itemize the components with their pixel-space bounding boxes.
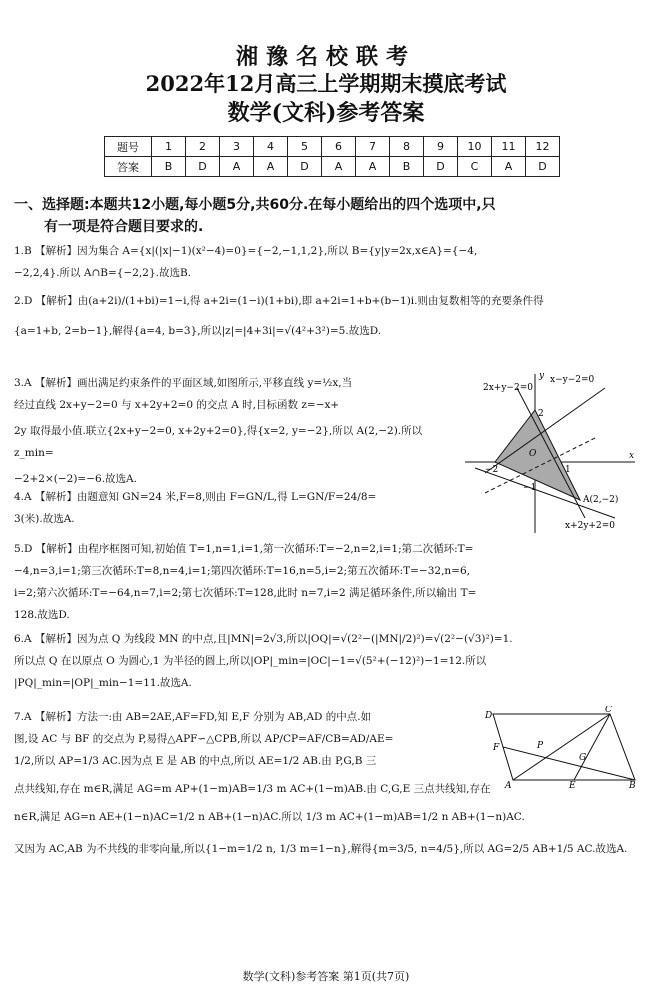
table-cell: A [322,157,356,177]
section-heading-line-1: 一、选择题:本题共12小题,每小题5分,共60分.在每小题给出的四个选项中,只 [14,197,496,213]
table-cell: B [390,157,424,177]
solution-line: 3.A 【解析】画出满足约束条件的平面区域,如图所示,平移直线 y=½x,当 [14,377,353,389]
table-cell: 6 [322,137,356,157]
table-cell: B [152,157,186,177]
label: P [537,741,544,751]
solution-line: −2+2×(−2)=−6.故选A. [14,473,137,485]
solution-line: 图,设 AC 与 BF 的交点为 P,易得△APF∽△CPB,所以 AP/CP=AF/CB=AD/AE= [14,733,394,745]
table-cell: 5 [288,137,322,157]
table-cell: A [356,157,390,177]
label: B [629,781,636,790]
answer-table-number-row [105,137,560,157]
solution-4 [14,486,454,530]
solution-line: 1/2,所以 AP=1/3 AC.因为点 E 是 AB 的中点,所以 AE=1/2 AB.由 P,G,B 三 [14,755,377,767]
table-cell: 1 [152,137,186,157]
header-line-1: 湘豫名校联考 [235,44,416,70]
label: G [579,753,587,763]
table-cell: 9 [424,137,458,157]
table-cell: C [458,157,492,177]
table-cell: D [526,157,560,177]
table-cell: A [254,157,288,177]
page-footer: 数学(文科)参考答案 第1页(共7页) [242,970,410,983]
solution-line: 又因为 AC,AB 为不共线的非零向量,所以{1−m=1/2 n, 1/3 m=1−n},解得{m=3/5, n=4/5},所以 AG=2/5 AB+1/5 AC.故选A. [14,843,628,855]
solution-line: 2y 取得最小值.联立{2x+y−2=0, x+2y+2=0},得{x=2, y=−2},所以 A(2,−2).所以 z_min= [14,425,423,459]
label: A(2,−2) [583,495,619,505]
table-cell: D [288,157,322,177]
table-cell: 11 [492,137,526,157]
table-cell: A [220,157,254,177]
label: D [485,711,493,721]
label: y [539,371,545,381]
table-cell: 10 [458,137,492,157]
section-heading [14,194,640,238]
table-cell: D [424,157,458,177]
solution-line: 经过直线 2x+y−2=0 与 x+2y+2=0 的交点 A 时,目标函数 z=−x+ [14,399,340,411]
solution-line: 2.D 【解析】由(a+2i)/(1+bi)=1−i,得 a+2i=(1−i)(1+bi),即 a+2i=1+b+(b−1)i.则由复数相等的充要条件得 [14,295,544,307]
table-cell: D [186,157,220,177]
parallelogram-figure [485,706,640,790]
label: x+2y+2=0 [565,521,615,531]
label: 2 [538,409,544,419]
solution-line: 7.A 【解析】方法一:由 AB=2AE,AF=FD,知 E,F 分别为 AB,AD 的中点.如 [14,711,372,723]
section-heading-line-2: 有一项是符合题目要求的. [44,219,204,235]
segment-bf [503,747,635,780]
parallelogram [493,714,635,780]
shaded-region [495,410,580,500]
table-cell: A [492,157,526,177]
solution-5 [14,538,634,626]
solution-line: n∈R,满足 AG=n AE+(1−n)AC=1/2 n AB+(1−n)AC.所以 1/3 m AC+(1−m)AB=1/2 n AB+(1−n)AC. [14,811,525,823]
answer-table [104,136,560,177]
header-line-3: 数学(文科)参考答案 [227,100,425,126]
table-cell: 8 [390,137,424,157]
label: C [605,706,612,715]
solution-line: |PQ|_min=|OP|_min−1=11.故选A. [14,677,192,689]
solution-line: i=2;第六次循环:T=−64,n=7,i=2;第七次循环:T=128,此时 n=7,i=2 满足循环条件,所以输出 T= [14,587,477,599]
table-cell: 12 [526,137,560,157]
table-cell: 2 [186,137,220,157]
label: O [529,449,537,459]
label: −1 [523,483,537,493]
table-cell: 4 [254,137,288,157]
label: x [629,451,635,461]
solution-line: 4.A 【解析】由题意知 GN=24 米,F=8,则由 F=GN/L,得 L=GN/F=24/8= [14,491,377,503]
label: E [569,781,576,790]
table-cell: 7 [356,137,390,157]
feasible-region-figure [455,368,640,538]
solution-line: 1.B 【解析】因为集合 A={x|(|x|−1)(x²−4)=0}={−2,−1,1,2},所以 B={y|y=2x,x∈A}={−4, [14,245,478,257]
label: 2x+y−2=0 [483,383,533,393]
table-cell: 3 [220,137,254,157]
solution-1 [14,240,634,284]
solution-line: 3(米).故选A. [14,513,75,525]
row-label: 答案 [105,157,152,177]
solution-line: −4,n=3,i=1;第三次循环:T=8,n=4,i=1;第四次循环:T=16,n=5,i=2;第五次循环:T=−32,n=6, [14,565,470,577]
row-label: 题号 [105,137,152,157]
solution-line: 5.D 【解析】由程序框图可知,初始值 T=1,n=1,i=1,第一次循环:T=−2,n=2,i=1;第二次循环:T= [14,543,474,555]
header-line-2: 2022年12月高三上学期期末摸底考试 [145,71,507,96]
solution-line: 所以点 Q 在以原点 O 为圆心,1 为半径的圆上,所以|OP|_min=|OC|−1=√(5²+(−12)²)−1=12.所以 [14,655,487,667]
solution-line: 6.A 【解析】因为点 Q 为线段 MN 的中点,且|MN|=2√3,所以|OQ|=√(2²−(|MN|/2)²)=√(2²−(√3)²)=1. [14,633,513,645]
segment-ce [574,714,610,780]
solution-6 [14,628,634,694]
label: −2 [485,465,499,475]
solution-line: −2,2,4}.所以 A∩B={−2,2}.故选B. [14,267,192,279]
answer-table-answer-row [105,157,560,177]
solution-line: {a=1+b, 2=b−1},解得{a=4, b=3},所以|z|=|4+3i|=√(4²+3²)=5.故选D. [14,325,382,337]
label: x−y−2=0 [550,375,595,385]
solution-3 [14,372,454,490]
label: 1 [565,465,571,475]
label: F [493,743,500,753]
solution-2 [14,290,634,342]
solution-line: 点共线知,存在 m∈R,满足 AG=m AP+(1−m)AB=1/3 m AC+(1−m)AB.由 C,G,E 三点共线知,存在 [14,783,491,795]
solution-line: 128.故选D. [14,609,70,621]
label: A [505,781,512,790]
